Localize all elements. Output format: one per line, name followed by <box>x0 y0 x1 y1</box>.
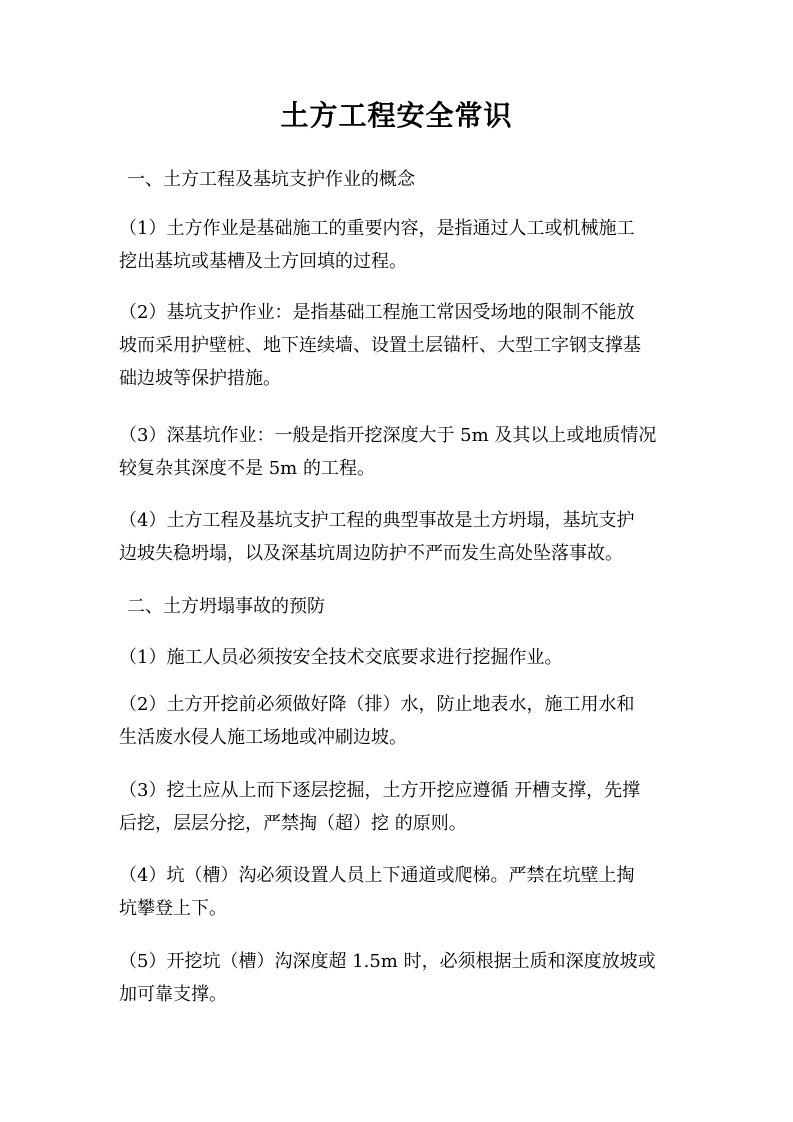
paragraph-line: （3）挖土应从上而下逐层挖掘，土方开挖应遵循 开槽支撑，先撑 <box>119 780 641 801</box>
paragraph-line: 后挖，层层分挖，严禁掏（超）挖 的原则。 <box>119 813 467 834</box>
paragraph-2-2 <box>119 688 679 754</box>
paragraph-line: （5）开挖坑（槽）沟深度超 1.5m 时，必须根据土质和深度放坡或 <box>119 951 656 972</box>
paragraph-line: （4）土方工程及基坑支护工程的典型事故是土方坍塌，基坑支护 <box>119 510 635 531</box>
paragraph-1-2 <box>119 296 679 395</box>
paragraph-line: （2）土方开挖前必须做好降（排）水，防止地表水，施工用水和 <box>119 694 635 715</box>
paragraph-line: 础边坡等保护措施。 <box>119 368 281 389</box>
paragraph-2-5 <box>119 945 679 1011</box>
paragraph-line: 挖出基坑或基槽及土方回填的过程。 <box>119 251 407 272</box>
paragraph-line: 坡而采用护壁桩、地下连续墙、设置土层锚杆、大型工字钢支撑基 <box>119 335 641 356</box>
paragraph-line: （3）深基坑作业：一般是指开挖深度大于 5m 及其以上或地质情况 <box>119 425 657 446</box>
paragraph-1-1 <box>119 212 679 278</box>
paragraph-1-4 <box>119 504 679 570</box>
paragraph-line: 生活废水侵人施工场地或冲刷边坡。 <box>119 727 407 748</box>
section-heading-2: 二、土方坍塌事故的预防 <box>127 596 325 617</box>
paragraph-2-1 <box>119 641 679 674</box>
paragraph-line: 坑攀登上下。 <box>119 898 227 919</box>
paragraph-line: 加可靠支撑。 <box>119 984 227 1005</box>
page-title: 土方工程安全常识 <box>280 99 513 132</box>
paragraph-line: 较复杂其深度不是 5m 的工程。 <box>119 458 375 479</box>
paragraph-line: （1）土方作业是基础施工的重要内容，是指通过人工或机械施工 <box>119 218 635 239</box>
paragraph-2-3 <box>119 774 679 840</box>
paragraph-line: （4）坑（槽）沟必须设置人员上下通道或爬梯。严禁在坑壁上掏 <box>119 865 635 886</box>
paragraph-2-4 <box>119 859 679 925</box>
paragraph-line: 边坡失稳坍塌，以及深基坑周边防护不严而发生高处坠落事故。 <box>119 543 623 564</box>
paragraph-line: （2）基坑支护作业：是指基础工程施工常因受场地的限制不能放 <box>119 302 635 323</box>
paragraph-line: （1）施工人员必须按安全技术交底要求进行挖掘作业。 <box>119 647 563 668</box>
section-heading-1: 一、土方工程及基坑支护作业的概念 <box>127 169 415 190</box>
paragraph-1-3 <box>119 419 679 485</box>
